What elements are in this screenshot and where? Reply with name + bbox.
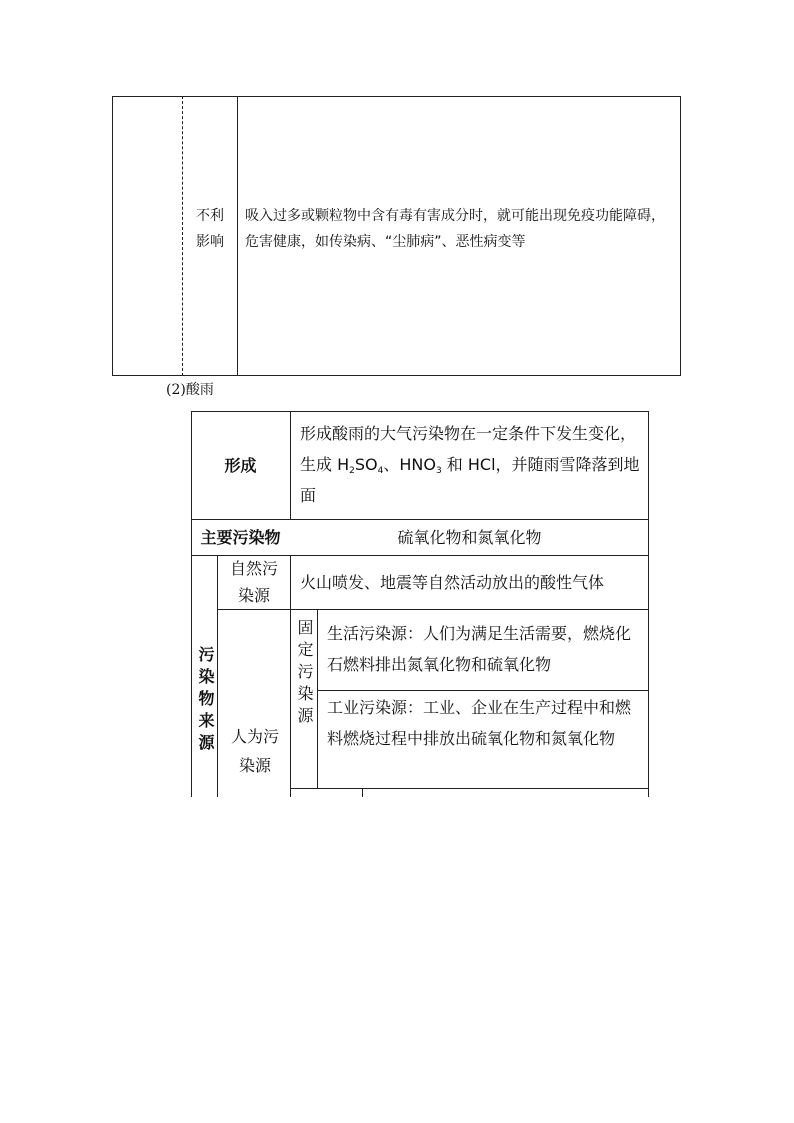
main-pollutants-value: 硫氧化物和氮氧化物 [397,528,542,547]
adverse-effect-label: 不利 影响 [196,208,224,250]
fixed-source-label: 固定污染源 [295,619,314,729]
section-heading [166,379,214,399]
industry-source-text: 工业污染源：工业、企业在生产过程中和燃料燃烧过程中排放出硫氧化物和氮氧化物 [327,698,632,748]
section-number: (2) [166,382,186,398]
life-source-text: 生活污染源：人们为满足生活需要，燃烧化石燃料排出氮氧化物和硫氧化物 [327,624,632,674]
adverse-effect-text: 吸入过多或颗粒物中含有毒有害成分时，就可能出现免疫功能障碍，危害健康，如传染病、“尘肺病”、恶性病变等 [245,208,665,250]
pollution-sources-label: 污染物来源 [196,646,215,756]
section-title: 酸雨 [185,382,214,398]
formation-label: 形成 [224,456,257,475]
human-source-label: 人为污染源 [230,727,279,775]
formation-text: 形成酸雨的大气污染物在一定条件下发生变化，生成 $H_2SO_4$、$HNO_3$ 和 HCl，并随雨雪降落到地面 [300,424,640,505]
main-pollutants-label: 主要污染物 [200,528,281,547]
natural-source-text: 火山喷发、地震等自然活动放出的酸性气体 [300,573,605,592]
natural-source-label: 自然污染源 [229,559,278,605]
